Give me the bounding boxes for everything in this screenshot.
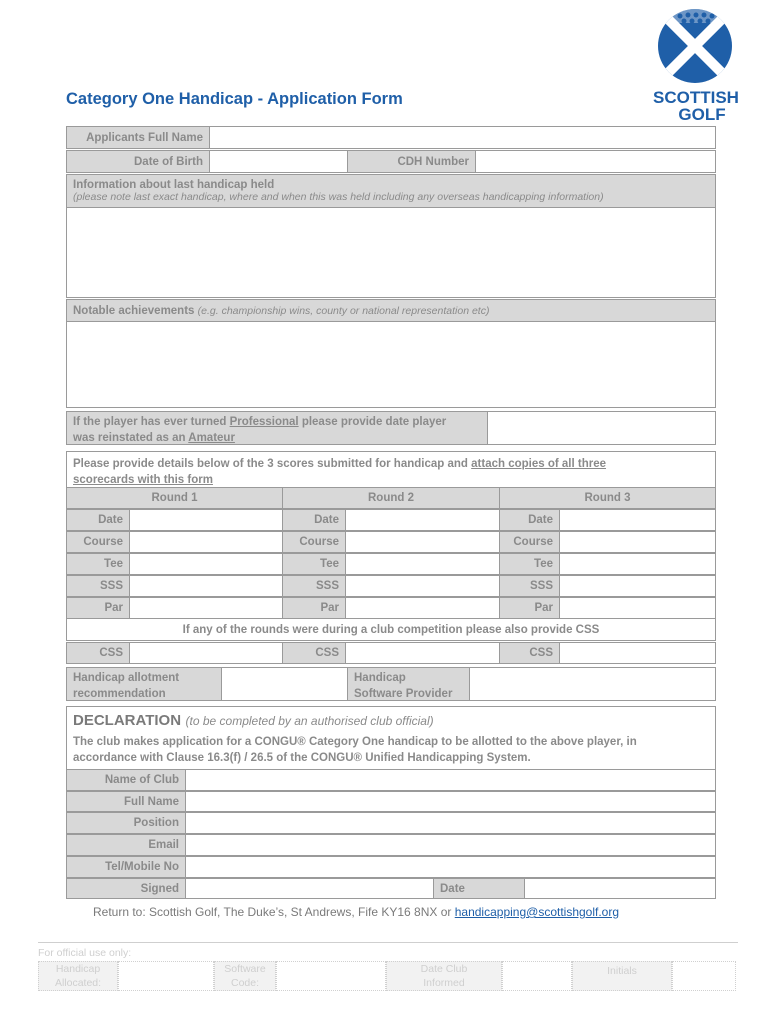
declaration-text-1: The club makes application for a CONGU® Category One handicap to be allotted to the above player, in <box>73 736 637 748</box>
declaration-subtitle: (to be completed by an authorised club official) <box>185 714 434 728</box>
official-dateclub-input[interactable] <box>502 961 572 991</box>
css-input-2[interactable] <box>345 642 500 664</box>
css-input-3[interactable] <box>559 642 716 664</box>
round-3-date-label: Date <box>499 509 560 531</box>
round-2-par-input[interactable] <box>345 597 500 619</box>
round-1-course-label: Course <box>66 531 130 553</box>
round-2-sss-label: SSS <box>282 575 346 597</box>
round-2-tee-label: Tee <box>282 553 346 575</box>
official-heading: For official use only: <box>38 947 132 959</box>
software-label: Handicap Software Provider <box>347 667 470 701</box>
css-input-1[interactable] <box>129 642 283 664</box>
return-address: Return to: Scottish Golf, The Duke’s, St Andrews, Fife KY16 8NX or handicapping@scottishgolf.org <box>93 905 620 919</box>
round-3-course-input[interactable] <box>559 531 716 553</box>
round-3-par-input[interactable] <box>559 597 716 619</box>
declaration-box <box>66 706 716 770</box>
css-label-3: CSS <box>499 642 560 664</box>
round-3-par-label: Par <box>499 597 560 619</box>
declaration-field-label: Name of Club <box>66 769 186 791</box>
round-1-par-label: Par <box>66 597 130 619</box>
official-initials-label: Initials <box>572 961 672 991</box>
achievements-header <box>66 299 716 322</box>
round-3-date-input[interactable] <box>559 509 716 531</box>
round-1-tee-label: Tee <box>66 553 130 575</box>
round-3-tee-input[interactable] <box>559 553 716 575</box>
declaration-title: DECLARATION <box>73 712 182 729</box>
round-3-tee-label: Tee <box>499 553 560 575</box>
round-2-tee-input[interactable] <box>345 553 500 575</box>
css-note: If any of the rounds were during a club competition please also provide CSS <box>66 618 716 641</box>
page-title: Category One Handicap - Application Form <box>66 90 403 108</box>
svg-text:SCOTTISH: SCOTTISH <box>653 88 739 107</box>
round-1-header: Round 1 <box>66 487 283 509</box>
declaration-date-label: Date <box>433 878 525 899</box>
declaration-field-input[interactable] <box>185 791 716 812</box>
round-1-date-label: Date <box>66 509 130 531</box>
round-1-course-input[interactable] <box>129 531 283 553</box>
round-2-course-label: Course <box>282 531 346 553</box>
css-label-2: CSS <box>282 642 346 664</box>
last-handicap-header <box>66 174 716 208</box>
applicant-name-label: Applicants Full Name <box>66 126 210 149</box>
round-1-par-input[interactable] <box>129 597 283 619</box>
last-handicap-label: Information about last handicap held <box>73 179 275 191</box>
email-link[interactable]: handicapping@scottishgolf.org <box>454 905 620 919</box>
professional-label: If the player has ever turned Professional please provide date player was reinstated as an Amateur <box>66 411 488 445</box>
round-2-date-input[interactable] <box>345 509 500 531</box>
round-1-sss-input[interactable] <box>129 575 283 597</box>
software-input[interactable] <box>469 667 716 701</box>
round-2-par-label: Par <box>282 597 346 619</box>
dob-label: Date of Birth <box>66 150 210 173</box>
allotment-input[interactable] <box>221 667 348 701</box>
official-handicap-input[interactable] <box>118 961 214 991</box>
declaration-date-input[interactable] <box>524 878 716 899</box>
round-3-header: Round 3 <box>499 487 716 509</box>
round-3-sss-label: SSS <box>499 575 560 597</box>
declaration-field-input[interactable] <box>185 856 716 878</box>
css-label-1: CSS <box>66 642 130 664</box>
svg-text:GOLF: GOLF <box>678 105 726 124</box>
declaration-field-input[interactable] <box>185 769 716 791</box>
declaration-field-input[interactable] <box>185 834 716 856</box>
official-divider <box>38 942 738 943</box>
round-2-sss-input[interactable] <box>345 575 500 597</box>
round-2-header: Round 2 <box>282 487 500 509</box>
achievements-label: Notable achievements <box>73 304 195 317</box>
round-3-course-label: Course <box>499 531 560 553</box>
official-software-input[interactable] <box>276 961 386 991</box>
declaration-field-label: Signed <box>66 878 186 899</box>
round-2-date-label: Date <box>282 509 346 531</box>
reinstated-date-input[interactable] <box>487 411 716 445</box>
round-1-sss-label: SSS <box>66 575 130 597</box>
round-1-tee-input[interactable] <box>129 553 283 575</box>
official-software-label: Software Code: <box>214 961 276 991</box>
scottish-golf-logo <box>640 6 752 124</box>
cdh-input[interactable] <box>475 150 716 173</box>
round-3-sss-input[interactable] <box>559 575 716 597</box>
allotment-label: Handicap allotment recommendation <box>66 667 222 701</box>
scores-intro: Please provide details below of the 3 scores submitted for handicap and attach copies of all three scorecards with this form <box>66 451 716 488</box>
declaration-field-label: Email <box>66 834 186 856</box>
declaration-text-2: accordance with Clause 16.3(f) / 26.5 of the CONGU® Unified Handicapping System. <box>73 752 531 764</box>
achievements-input[interactable] <box>66 321 716 408</box>
applicant-name-input[interactable] <box>209 126 716 149</box>
dob-input[interactable] <box>209 150 348 173</box>
official-dateclub-label: Date Club Informed <box>386 961 502 991</box>
declaration-field-label: Tel/Mobile No <box>66 856 186 878</box>
official-initials-input[interactable] <box>672 961 736 991</box>
last-handicap-note: (please note last exact handicap, where and when this was held including any overseas handicapping information) <box>73 191 604 203</box>
achievements-note: (e.g. championship wins, county or national representation etc) <box>197 304 490 317</box>
last-handicap-input[interactable] <box>66 207 716 298</box>
declaration-field-input[interactable] <box>185 812 716 834</box>
declaration-field-label: Full Name <box>66 791 186 812</box>
declaration-field-input[interactable] <box>185 878 434 899</box>
round-1-date-input[interactable] <box>129 509 283 531</box>
cdh-label: CDH Number <box>347 150 476 173</box>
round-2-course-input[interactable] <box>345 531 500 553</box>
declaration-field-label: Position <box>66 812 186 834</box>
official-handicap-label: Handicap Allocated: <box>38 961 118 991</box>
